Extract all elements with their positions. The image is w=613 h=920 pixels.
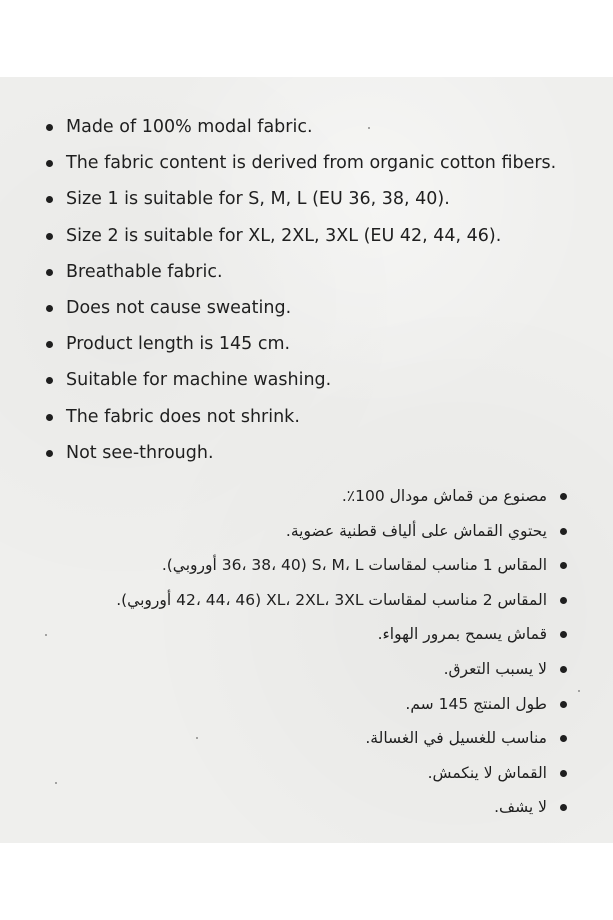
list-item: طول المنتج 145 سم.: [7, 690, 567, 725]
list-item: لا يسبب التعرق.: [7, 655, 567, 690]
english-feature-list: [46, 113, 606, 475]
list-item: المقاس 2 مناسب لمقاسات XL، 2XL، 3XL (42، 44، 46 أوروبي).: [7, 586, 567, 621]
list-item: مناسب للغسيل في الغسالة.: [7, 724, 567, 759]
list-item: القماش لا ينكمش.: [7, 759, 567, 794]
list-item: مصنوع من قماش مودال 100٪.: [7, 482, 567, 517]
list-item: قماش يسمح بمرور الهواء.: [7, 620, 567, 655]
list-item: Product length is 145 cm.: [46, 330, 606, 366]
paper-texture-speck: [578, 690, 580, 692]
list-item: المقاس 1 مناسب لمقاسات S، M، L (36، 38، 40 أوروبي).: [7, 551, 567, 586]
product-description-card: [0, 77, 613, 843]
list-item: Does not cause sweating.: [46, 294, 606, 330]
list-item: The fabric content is derived from organic cotton fibers.: [46, 149, 606, 185]
list-item: Suitable for machine washing.: [46, 366, 606, 402]
list-item: Size 1 is suitable for S, M, L (EU 36, 38, 40).: [46, 185, 606, 221]
list-item: لا يشف.: [7, 793, 567, 828]
list-item: Size 2 is suitable for XL, 2XL, 3XL (EU 42, 44, 46).: [46, 222, 606, 258]
list-item: يحتوي القماش على ألياف قطنية عضوية.: [7, 517, 567, 552]
list-item: Breathable fabric.: [46, 258, 606, 294]
list-item: Made of 100% modal fabric.: [46, 113, 606, 149]
arabic-feature-list: [7, 482, 567, 828]
list-item: Not see-through.: [46, 439, 606, 475]
list-item: The fabric does not shrink.: [46, 403, 606, 439]
